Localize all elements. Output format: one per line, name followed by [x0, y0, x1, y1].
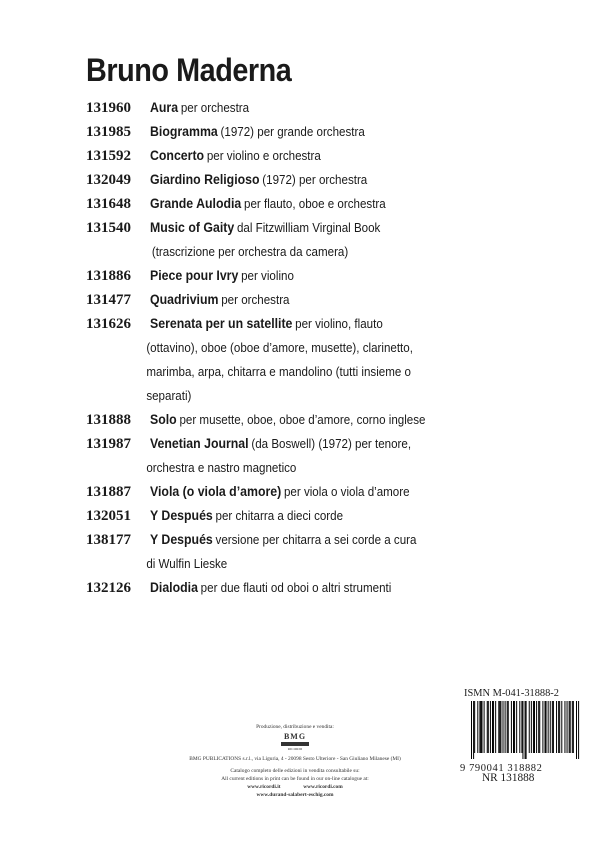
bmg-logo [281, 732, 309, 751]
catalog-entry [86, 168, 486, 192]
barcode-bar [488, 701, 489, 753]
work-title: Piece pour Ivry [150, 268, 239, 283]
catalog-entry [86, 288, 486, 312]
barcode-bar [556, 701, 557, 753]
barcode-bar [507, 701, 508, 753]
catalog-number: 131626 [86, 316, 131, 332]
catalog-entry [86, 312, 486, 408]
work-title: Giardino Religioso [150, 172, 260, 187]
work-title: Aura [150, 100, 179, 115]
nr-number: NR 131888 [482, 772, 535, 784]
barcode-bar [525, 701, 526, 759]
barcode-image [467, 701, 582, 759]
barcode-bar [526, 701, 527, 759]
website-links [150, 783, 440, 791]
catalog-entry [86, 480, 486, 504]
work-description: (1972) per orchestra [262, 173, 368, 187]
work-title: Grande Aulodia [150, 196, 242, 211]
catalog-entry [86, 120, 486, 144]
work-title: Y Después [150, 508, 213, 523]
work-description: per chitarra a dieci corde [215, 509, 344, 523]
catalog-entry [86, 216, 486, 264]
barcode-bar [529, 701, 530, 753]
barcode-bar [567, 701, 568, 753]
barcode-bar [573, 701, 574, 753]
catalog-number: 131888 [86, 412, 131, 428]
catalog-number: 131886 [86, 268, 131, 284]
barcode-bar [477, 701, 478, 753]
catalog-number: 131960 [86, 100, 131, 116]
barcode-bar [552, 701, 553, 753]
barcode-bar [553, 701, 554, 753]
publisher-address: BMG PUBLICATIONS s.r.l., via Liguria, 4 - 20098 Sesto Ulteriore - San Giuliano Milanese (MI) [189, 756, 401, 762]
catalog-number: 131648 [86, 196, 131, 212]
bmg-logo-mark: BMG [283, 732, 307, 741]
entry-text [150, 192, 459, 216]
logo-bar [281, 742, 309, 746]
composer-name: Bruno Maderna [86, 52, 292, 88]
barcode-bar [490, 701, 491, 753]
work-description: per due flauti od oboi o altri strumenti [200, 581, 392, 595]
work-description-continued: marimba, arpa, chitarra e mandolino (tutti insieme o [146, 365, 411, 379]
barcode-bar [487, 701, 488, 753]
work-description: per orchestra [221, 293, 290, 307]
barcode-bar [516, 701, 517, 753]
website-ricordi-it[interactable]: www.ricordi.it [247, 784, 281, 790]
work-title: Serenata per un satellite [150, 316, 293, 331]
catalog-entry [86, 264, 486, 288]
work-title: Dialodia [150, 580, 198, 595]
barcode-bar [569, 701, 570, 753]
barcode-bar [561, 701, 562, 753]
ismn-number: ISMN M-041-31888-2 [464, 688, 559, 699]
work-description-continued: separati) [146, 389, 192, 403]
catalog-number: 131987 [86, 436, 131, 452]
barcode-bar [498, 701, 499, 753]
catalog-number: 132051 [86, 508, 131, 524]
entry-text [146, 528, 459, 576]
work-description-continued: di Wulfin Lieske [146, 557, 228, 571]
barcode-bar [511, 701, 512, 753]
barcode-bar [471, 701, 472, 759]
barcode-bar [479, 701, 480, 753]
catalog-entry [86, 576, 486, 600]
barcode-bar [522, 701, 523, 759]
barcode-bar [500, 701, 501, 753]
work-description: per violino [241, 269, 294, 283]
barcode-bar [473, 701, 474, 759]
website-durand[interactable]: www.durand-salabert-eschig.com [256, 792, 334, 798]
work-description-continued: (trascrizione per orchestra da camera) [151, 245, 349, 259]
barcode-bar [542, 701, 543, 753]
barcode-bar [508, 701, 509, 753]
work-title: Biogramma [150, 124, 218, 139]
entry-text [150, 216, 459, 264]
catalog-number: 132126 [86, 580, 131, 596]
catalog-number: 138177 [86, 532, 131, 548]
barcode-digits: 9 790041 318882 [460, 763, 543, 774]
barcode-bar [503, 701, 504, 753]
barcode-bar [482, 701, 483, 753]
publisher-info [150, 723, 440, 799]
barcode-bar [480, 701, 481, 753]
entry-text [150, 504, 459, 528]
barcode-bar [546, 701, 547, 753]
barcode-bar [559, 701, 560, 753]
catalog-entry [86, 504, 486, 528]
catalog-note-en: All current editions in print can be found in our on-line catalogue at: [221, 776, 369, 782]
work-title: Y Después [150, 532, 213, 547]
barcode-bar [570, 701, 571, 753]
catalog-number: 131985 [86, 124, 131, 140]
work-description: (1972) per grande orchestra [220, 125, 365, 139]
barcode-bar [533, 701, 534, 753]
catalog-entry [86, 96, 486, 120]
barcode-block [458, 688, 588, 784]
production-line: Produzione, distribuzione e vendita: [256, 724, 334, 730]
catalog-entry [86, 528, 486, 576]
work-title: Solo [150, 412, 177, 427]
barcode-bar [514, 701, 515, 753]
catalog-list [86, 96, 486, 600]
work-description: dal Fitzwilliam Virginal Book [236, 221, 381, 235]
catalog-entry [86, 192, 486, 216]
work-title: Quadrivium [150, 292, 219, 307]
entry-text [150, 408, 459, 432]
barcode-bar [545, 701, 546, 753]
work-description: per violino, flauto [295, 317, 383, 331]
entry-text [150, 264, 459, 288]
entry-text [150, 96, 459, 120]
work-title: Music of Gaity [150, 220, 235, 235]
catalog-number: 131887 [86, 484, 131, 500]
work-description: per orchestra [180, 101, 250, 115]
barcode-bar [492, 701, 493, 753]
entry-text [150, 576, 459, 600]
website-ricordi-com[interactable]: www.ricordi.com [303, 784, 343, 790]
barcode-bar [576, 701, 577, 759]
catalog-entry [86, 432, 486, 480]
barcode-bar [558, 701, 559, 753]
barcode-bar [495, 701, 496, 753]
barcode-bar [519, 701, 520, 753]
work-description: per musette, oboe, oboe d’amore, corno inglese [179, 413, 426, 427]
barcode-bar [474, 701, 475, 753]
entry-text [150, 120, 459, 144]
work-description: (da Boswell) (1972) per tenore, [251, 437, 412, 451]
work-description-continued: (ottavino), oboe (oboe d’amore, musette), clarinetto, [146, 341, 413, 355]
barcode-bar [521, 701, 522, 753]
catalog-number: 131540 [86, 220, 131, 236]
entry-text [150, 288, 459, 312]
entry-text [150, 144, 459, 168]
barcode-bar [531, 701, 532, 753]
barcode-bar [536, 701, 537, 753]
barcode-bar [534, 701, 535, 753]
catalog-number: 132049 [86, 172, 131, 188]
work-title: Venetian Journal [150, 436, 249, 451]
barcode-bar [564, 701, 565, 753]
work-title: Viola (o viola d’amore) [150, 484, 282, 499]
barcode-bar [505, 701, 506, 753]
work-description-continued: orchestra e nastro magnetico [146, 461, 297, 475]
barcode-bar [578, 701, 579, 759]
barcode-bar [484, 701, 485, 753]
barcode-bar [499, 701, 500, 753]
catalog-number: 131592 [86, 148, 131, 164]
barcode-bar [539, 701, 540, 753]
barcode-bar [550, 701, 551, 753]
barcode-bar [572, 701, 573, 753]
entry-text [150, 480, 459, 504]
catalog-number: 131477 [86, 292, 131, 308]
barcode-bar [538, 701, 539, 753]
entry-text [146, 312, 459, 408]
work-title: Concerto [150, 148, 205, 163]
bmg-logo-sub: RICORDI [287, 747, 303, 751]
entry-text [150, 168, 459, 192]
barcode-bar [513, 701, 514, 753]
work-description: versione per chitarra a sei corde a cura [215, 533, 417, 547]
barcode-bar [548, 701, 549, 753]
work-description: per viola o viola d’amore [283, 485, 410, 499]
work-description: per flauto, oboe e orchestra [244, 197, 386, 211]
catalog-note-it: Catalogo completo delle edizioni in vendita consultabile su: [230, 768, 360, 774]
catalog-entry [86, 144, 486, 168]
entry-text [146, 432, 459, 480]
barcode-bar [493, 701, 494, 753]
catalog-entry [86, 408, 486, 432]
work-description: per violino e orchestra [206, 149, 321, 163]
